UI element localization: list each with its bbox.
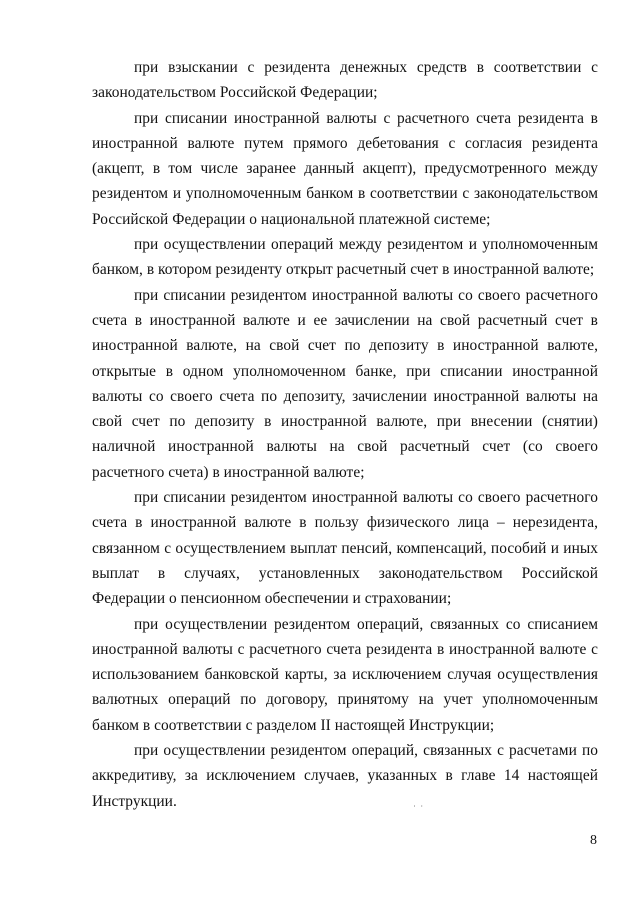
scan-artifact: ˙ ˙ [413,804,425,814]
paragraph-bank-operations: при осуществлении операций между резидентом и уполномоченным банком, в котором резиденту открыт расчетный счет в иностранной валюте; [92,236,598,279]
page-number: 8 [590,833,597,848]
paragraph-pension-payments: при списании резидентом иностранной валюты со своего расчетного счета в иностранной валюте в пользу физического лица – нерезидента, связанном с осуществлением выплат пенсий, компенсаций, пособий и иных выплат в случаях, установленных законодательством Российской Федерации о пенсионном обеспечении и страховании; [92,489,598,608]
paragraph-letter-of-credit: при осуществлении резидентом операций, связанных с расчетами по аккредитиву, за исключением случаев, указанных в главе 14 настоящей Инструкции. [92,742,598,810]
paragraph-own-accounts-transfer: при списании резидентом иностранной валюты со своего расчетного счета в иностранной валюте и ее зачислении на свой расчетный счет в иностранной валюте, на свой счет по депозиту в иностранной валюте, открытые в одном уполномоченном банке, при списании иностранной валюты со своего счета по депозиту, зачислении иностранной валюты на свой счет по депозиту в иностранной валюте, при внесении (снятии) наличной иностранной валюты на свой расчетный счет (со своего расчетного счета) в иностранной валюте; [92,286,598,481]
paragraph-direct-debit: при списании иностранной валюты с расчетного счета резидента в иностранной валюте путем прямого дебетования с согласия резидента (акцепт, в том числе заранее данный акцепт), предусмотренного между резидентом и уполномоченным банком в соответствии с законодательством Российской Федерации о национальной платежной системе; [92,109,598,228]
paragraph-collection-enforcement: при взыскании с резидента денежных средств в соответствии с законодательством Российской Федерации; [92,59,598,102]
document-body [92,55,598,814]
paragraph-bank-card: при осуществлении резидентом операций, связанных со списанием иностранной валюты с расчетного счета резидента в иностранной валюте с использованием банковской карты, за исключением случая осуществления валютных операций по договору, принятому на учет уполномоченным банком в соответствии с разделом II настоящей Инструкции; [92,615,598,734]
